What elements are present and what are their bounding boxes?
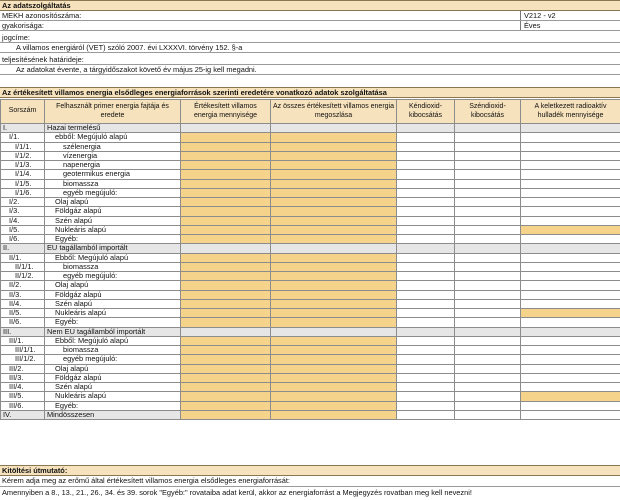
so2-input: [397, 244, 455, 253]
so2-input[interactable]: [397, 410, 455, 419]
header-sold-quantity: Értékesített villamos energia mennyisége: [181, 100, 271, 124]
row-label: biomassza: [45, 346, 181, 355]
radioactive-input[interactable]: [521, 309, 620, 318]
sold-quantity-input[interactable]: [181, 410, 271, 419]
co2-input[interactable]: [455, 355, 521, 364]
distribution-input: [271, 327, 397, 336]
co2-input[interactable]: [455, 216, 521, 225]
table-row: [1, 410, 620, 419]
row-label: Olaj alapú: [45, 198, 181, 207]
radioactive-input: [521, 244, 620, 253]
mekh-id-value: V212 - v2: [520, 11, 620, 20]
instructions-line-1: Kérem adja meg az erőmű által értékesített villamos energia elsődleges energiaforrását:: [0, 476, 620, 487]
distribution-input: [271, 124, 397, 133]
row-label: Egyéb:: [45, 235, 181, 244]
sold-quantity-input[interactable]: [181, 318, 271, 327]
section-title-energy-table: Az értékesített villamos energia elsődleges energiaforrások szerinti eredetére vonatkozó adatok szolgáltatása: [0, 87, 620, 98]
distribution-input[interactable]: [271, 336, 397, 345]
co2-input[interactable]: [455, 410, 521, 419]
distribution-input[interactable]: [271, 281, 397, 290]
row-label: Földgáz alapú: [45, 290, 181, 299]
row-label: biomassza: [45, 262, 181, 271]
sold-quantity-input: [181, 124, 271, 133]
radioactive-input[interactable]: [521, 235, 620, 244]
row-label: Földgáz alapú: [45, 373, 181, 382]
row-number: I/1/2.: [1, 151, 45, 160]
instructions-line-2: Amennyiben a 8., 13., 21., 26., 34. és 39. sorok "Egyéb:" rovataiba adat kerül, akkor az energiaforrást a Megjegyzés rovatban meg kell nevezni!: [2, 488, 472, 497]
row-number: IV.: [1, 410, 45, 419]
distribution-input[interactable]: [271, 383, 397, 392]
radioactive-input[interactable]: [521, 170, 620, 179]
sold-quantity-input[interactable]: [181, 188, 271, 197]
row-number: II/1.: [1, 253, 45, 262]
so2-input[interactable]: [397, 179, 455, 188]
row-number: I/4.: [1, 216, 45, 225]
table-row: [1, 225, 620, 234]
so2-input[interactable]: [397, 133, 455, 142]
row-number: III/2.: [1, 364, 45, 373]
so2-input: [397, 124, 455, 133]
row-number: III/5.: [1, 392, 45, 401]
radioactive-input[interactable]: [521, 299, 620, 308]
header-so2: Kéndioxid-kibocsátás: [397, 100, 455, 124]
so2-input[interactable]: [397, 401, 455, 410]
table-row: [1, 290, 620, 299]
distribution-input[interactable]: [271, 318, 397, 327]
distribution-input[interactable]: [271, 355, 397, 364]
frequency-label: gyakorisága:: [2, 21, 44, 30]
row-label: napenergia: [45, 161, 181, 170]
co2-input[interactable]: [455, 336, 521, 345]
radioactive-input[interactable]: [521, 336, 620, 345]
row-number: I/6.: [1, 235, 45, 244]
radioactive-input[interactable]: [521, 290, 620, 299]
sold-quantity-input[interactable]: [181, 179, 271, 188]
so2-input[interactable]: [397, 188, 455, 197]
sold-quantity-input[interactable]: [181, 216, 271, 225]
row-label: Nukleáris alapú: [45, 309, 181, 318]
radioactive-input[interactable]: [521, 216, 620, 225]
radioactive-input[interactable]: [521, 401, 620, 410]
distribution-input[interactable]: [271, 179, 397, 188]
sold-quantity-input[interactable]: [181, 151, 271, 160]
row-number: II/5.: [1, 309, 45, 318]
co2-input[interactable]: [455, 170, 521, 179]
table-row: [1, 346, 620, 355]
table-row: [1, 253, 620, 262]
sold-quantity-input[interactable]: [181, 290, 271, 299]
sold-quantity-input[interactable]: [181, 225, 271, 234]
sold-quantity-input[interactable]: [181, 272, 271, 281]
co2-input[interactable]: [455, 318, 521, 327]
sold-quantity-input[interactable]: [181, 198, 271, 207]
row-number: III/1/2.: [1, 355, 45, 364]
row-number: II.: [1, 244, 45, 253]
so2-input[interactable]: [397, 235, 455, 244]
sold-quantity-input[interactable]: [181, 161, 271, 170]
so2-input[interactable]: [397, 373, 455, 382]
co2-input[interactable]: [455, 207, 521, 216]
so2-input[interactable]: [397, 336, 455, 345]
row-label: Olaj alapú: [45, 281, 181, 290]
table-row: [1, 383, 620, 392]
table-row: [1, 392, 620, 401]
row-label: EU tagállamból importált: [45, 244, 181, 253]
so2-input[interactable]: [397, 318, 455, 327]
radioactive-input[interactable]: [521, 410, 620, 419]
deadline-label: teljesítésének határideje:: [2, 55, 84, 64]
header-sorszam: Sorszám: [1, 100, 45, 124]
row-label: ebből: Megújuló alapú: [45, 133, 181, 142]
co2-input[interactable]: [455, 198, 521, 207]
radioactive-input[interactable]: [521, 179, 620, 188]
row-label: egyéb megújuló:: [45, 188, 181, 197]
table-row: [1, 207, 620, 216]
sold-quantity-input[interactable]: [181, 281, 271, 290]
row-label: Földgáz alapú: [45, 207, 181, 216]
radioactive-input[interactable]: [521, 364, 620, 373]
radioactive-input[interactable]: [521, 318, 620, 327]
so2-input[interactable]: [397, 216, 455, 225]
header-co2: Széndioxid-kibocsátás: [455, 100, 521, 124]
table-row: [1, 262, 620, 271]
legal-basis-text: A villamos energiáról (VET) szóló 2007. évi LXXXVI. törvény 152. §-a: [16, 43, 243, 52]
radioactive-input: [521, 124, 620, 133]
distribution-input[interactable]: [271, 225, 397, 234]
distribution-input[interactable]: [271, 309, 397, 318]
distribution-input[interactable]: [271, 392, 397, 401]
radioactive-input[interactable]: [521, 151, 620, 160]
row-number: I/1.: [1, 133, 45, 142]
table-row: [1, 235, 620, 244]
co2-input[interactable]: [455, 142, 521, 151]
row-label: Hazai termelésű: [45, 124, 181, 133]
radioactive-input[interactable]: [521, 392, 620, 401]
table-row: [1, 355, 620, 364]
table-row: [1, 364, 620, 373]
row-label: Nem EU tagállamból importált: [45, 327, 181, 336]
distribution-input[interactable]: [271, 142, 397, 151]
sold-quantity-input[interactable]: [181, 392, 271, 401]
distribution-input[interactable]: [271, 253, 397, 262]
co2-input[interactable]: [455, 290, 521, 299]
so2-input[interactable]: [397, 151, 455, 160]
co2-input[interactable]: [455, 151, 521, 160]
row-number: I/5.: [1, 225, 45, 234]
distribution-input[interactable]: [271, 161, 397, 170]
so2-input[interactable]: [397, 170, 455, 179]
radioactive-input: [521, 327, 620, 336]
row-number: II/6.: [1, 318, 45, 327]
table-row: [1, 327, 620, 336]
co2-input[interactable]: [455, 281, 521, 290]
co2-input[interactable]: [455, 235, 521, 244]
so2-input[interactable]: [397, 253, 455, 262]
row-number: III/6.: [1, 401, 45, 410]
sold-quantity-input[interactable]: [181, 299, 271, 308]
so2-input[interactable]: [397, 262, 455, 271]
so2-input[interactable]: [397, 309, 455, 318]
distribution-input[interactable]: [271, 262, 397, 271]
distribution-input[interactable]: [271, 151, 397, 160]
row-label: biomassza: [45, 179, 181, 188]
co2-input[interactable]: [455, 392, 521, 401]
header-energy-type: Felhasznált primer energia fajtája és eredete: [45, 100, 181, 124]
radioactive-input[interactable]: [521, 198, 620, 207]
sold-quantity-input[interactable]: [181, 170, 271, 179]
so2-input[interactable]: [397, 225, 455, 234]
distribution-input[interactable]: [271, 346, 397, 355]
row-label: Mindösszesen: [45, 410, 181, 419]
mekh-id-label: MEKH azonosítószáma:: [2, 11, 82, 20]
table-row: [1, 373, 620, 382]
table-row: [1, 336, 620, 345]
co2-input[interactable]: [455, 383, 521, 392]
row-number: I/1/6.: [1, 188, 45, 197]
row-label: Ebből: Megújuló alapú: [45, 336, 181, 345]
co2-input: [455, 124, 521, 133]
so2-input[interactable]: [397, 355, 455, 364]
radioactive-input[interactable]: [521, 253, 620, 262]
row-label: Ebből: Megújuló alapú: [45, 253, 181, 262]
co2-input[interactable]: [455, 262, 521, 271]
so2-input[interactable]: [397, 364, 455, 373]
co2-input[interactable]: [455, 401, 521, 410]
row-number: II/2.: [1, 281, 45, 290]
row-number: III.: [1, 327, 45, 336]
table-row: [1, 216, 620, 225]
sold-quantity-input[interactable]: [181, 142, 271, 151]
radioactive-input[interactable]: [521, 142, 620, 151]
distribution-input[interactable]: [271, 188, 397, 197]
sold-quantity-input[interactable]: [181, 355, 271, 364]
row-number: II/1/1.: [1, 262, 45, 271]
row-mekh-id: [0, 11, 620, 21]
distribution-input[interactable]: [271, 364, 397, 373]
radioactive-input[interactable]: [521, 133, 620, 142]
radioactive-input[interactable]: [521, 355, 620, 364]
header-radioactive: A keletkezett radioaktív hulladék mennyisége: [521, 100, 620, 124]
table-row: [1, 161, 620, 170]
row-number: I/3.: [1, 207, 45, 216]
co2-input[interactable]: [455, 188, 521, 197]
sold-quantity-input[interactable]: [181, 383, 271, 392]
row-label: Nukleáris alapú: [45, 225, 181, 234]
header-distribution: Az összes értékesített villamos energia megoszlása: [271, 100, 397, 124]
distribution-input[interactable]: [271, 272, 397, 281]
so2-input[interactable]: [397, 346, 455, 355]
co2-input[interactable]: [455, 364, 521, 373]
row-label: Szén alapú: [45, 299, 181, 308]
row-number: III/1.: [1, 336, 45, 345]
row-number: III/3.: [1, 373, 45, 382]
co2-input[interactable]: [455, 309, 521, 318]
distribution-input[interactable]: [271, 299, 397, 308]
row-legal-basis-text: [0, 43, 620, 53]
row-number: II/1/2.: [1, 272, 45, 281]
so2-input[interactable]: [397, 272, 455, 281]
table-row: [1, 151, 620, 160]
co2-input[interactable]: [455, 161, 521, 170]
co2-input: [455, 327, 521, 336]
radioactive-input[interactable]: [521, 383, 620, 392]
co2-input[interactable]: [455, 272, 521, 281]
sold-quantity-input[interactable]: [181, 401, 271, 410]
co2-input[interactable]: [455, 346, 521, 355]
row-number: II/3.: [1, 290, 45, 299]
so2-input[interactable]: [397, 142, 455, 151]
row-label: szélenergia: [45, 142, 181, 151]
sold-quantity-input[interactable]: [181, 346, 271, 355]
distribution-input: [271, 244, 397, 253]
section-title-data-service: Az adatszolgáltatás: [0, 0, 620, 11]
row-label: Olaj alapú: [45, 364, 181, 373]
so2-input[interactable]: [397, 161, 455, 170]
radioactive-input[interactable]: [521, 225, 620, 234]
co2-input: [455, 244, 521, 253]
radioactive-input[interactable]: [521, 207, 620, 216]
table-row: [1, 401, 620, 410]
row-number: III/4.: [1, 383, 45, 392]
table-header-row: [1, 100, 620, 124]
sold-quantity-input[interactable]: [181, 336, 271, 345]
row-label: Szén alapú: [45, 216, 181, 225]
so2-input[interactable]: [397, 290, 455, 299]
table-row: [1, 272, 620, 281]
radioactive-input[interactable]: [521, 161, 620, 170]
so2-input[interactable]: [397, 392, 455, 401]
row-number: I/1/3.: [1, 161, 45, 170]
row-label: geotermikus energia: [45, 170, 181, 179]
sold-quantity-input[interactable]: [181, 364, 271, 373]
distribution-input[interactable]: [271, 170, 397, 179]
table-row: [1, 281, 620, 290]
co2-input[interactable]: [455, 373, 521, 382]
so2-input[interactable]: [397, 198, 455, 207]
table-row: [1, 244, 620, 253]
radioactive-input[interactable]: [521, 346, 620, 355]
table-row: [1, 133, 620, 142]
co2-input[interactable]: [455, 133, 521, 142]
sold-quantity-input[interactable]: [181, 309, 271, 318]
sold-quantity-input: [181, 244, 271, 253]
row-label: Nukleáris alapú: [45, 392, 181, 401]
distribution-input[interactable]: [271, 235, 397, 244]
so2-input[interactable]: [397, 207, 455, 216]
row-label: egyéb megújuló:: [45, 355, 181, 364]
section-title-instructions: Kitöltési útmutató:: [0, 465, 620, 476]
table-row: [1, 198, 620, 207]
table-row: [1, 299, 620, 308]
sold-quantity-input[interactable]: [181, 373, 271, 382]
row-number: II/4.: [1, 299, 45, 308]
table-row: [1, 124, 620, 133]
distribution-input[interactable]: [271, 410, 397, 419]
row-label: Egyéb:: [45, 401, 181, 410]
row-label: Egyéb:: [45, 318, 181, 327]
distribution-input[interactable]: [271, 207, 397, 216]
table-row: [1, 179, 620, 188]
distribution-input[interactable]: [271, 373, 397, 382]
co2-input[interactable]: [455, 225, 521, 234]
table-row: [1, 188, 620, 197]
sold-quantity-input[interactable]: [181, 262, 271, 271]
row-deadline: [0, 55, 620, 65]
radioactive-input[interactable]: [521, 262, 620, 271]
distribution-input[interactable]: [271, 401, 397, 410]
sold-quantity-input[interactable]: [181, 235, 271, 244]
legal-basis-label: jogcíme:: [2, 33, 30, 42]
table-row: [1, 170, 620, 179]
row-label: Szén alapú: [45, 383, 181, 392]
so2-input[interactable]: [397, 299, 455, 308]
table-row: [1, 309, 620, 318]
so2-input[interactable]: [397, 281, 455, 290]
co2-input[interactable]: [455, 179, 521, 188]
so2-input[interactable]: [397, 383, 455, 392]
co2-input[interactable]: [455, 253, 521, 262]
row-number: I/2.: [1, 198, 45, 207]
row-label: vízenergia: [45, 151, 181, 160]
row-number: I/1/5.: [1, 179, 45, 188]
distribution-input[interactable]: [271, 216, 397, 225]
row-number: I/1/1.: [1, 142, 45, 151]
row-label: egyéb megújuló:: [45, 272, 181, 281]
sold-quantity-input[interactable]: [181, 253, 271, 262]
table-row: [1, 142, 620, 151]
row-frequency: [0, 21, 620, 31]
row-number: I.: [1, 124, 45, 133]
row-number: III/1/1.: [1, 346, 45, 355]
row-legal-basis: [0, 33, 620, 43]
frequency-value: Éves: [520, 21, 620, 30]
distribution-input[interactable]: [271, 290, 397, 299]
co2-input[interactable]: [455, 299, 521, 308]
radioactive-input[interactable]: [521, 272, 620, 281]
radioactive-input[interactable]: [521, 281, 620, 290]
radioactive-input[interactable]: [521, 188, 620, 197]
so2-input: [397, 327, 455, 336]
radioactive-input[interactable]: [521, 373, 620, 382]
deadline-text: Az adatokat évente, a tárgyidőszakot követő év május 25-ig kell megadni.: [16, 65, 257, 74]
table-row: [1, 318, 620, 327]
row-deadline-text: [0, 65, 620, 75]
row-number: I/1/4.: [1, 170, 45, 179]
distribution-input[interactable]: [271, 133, 397, 142]
sold-quantity-input[interactable]: [181, 207, 271, 216]
sold-quantity-input[interactable]: [181, 133, 271, 142]
distribution-input[interactable]: [271, 198, 397, 207]
energy-source-table: [0, 99, 620, 420]
sold-quantity-input: [181, 327, 271, 336]
